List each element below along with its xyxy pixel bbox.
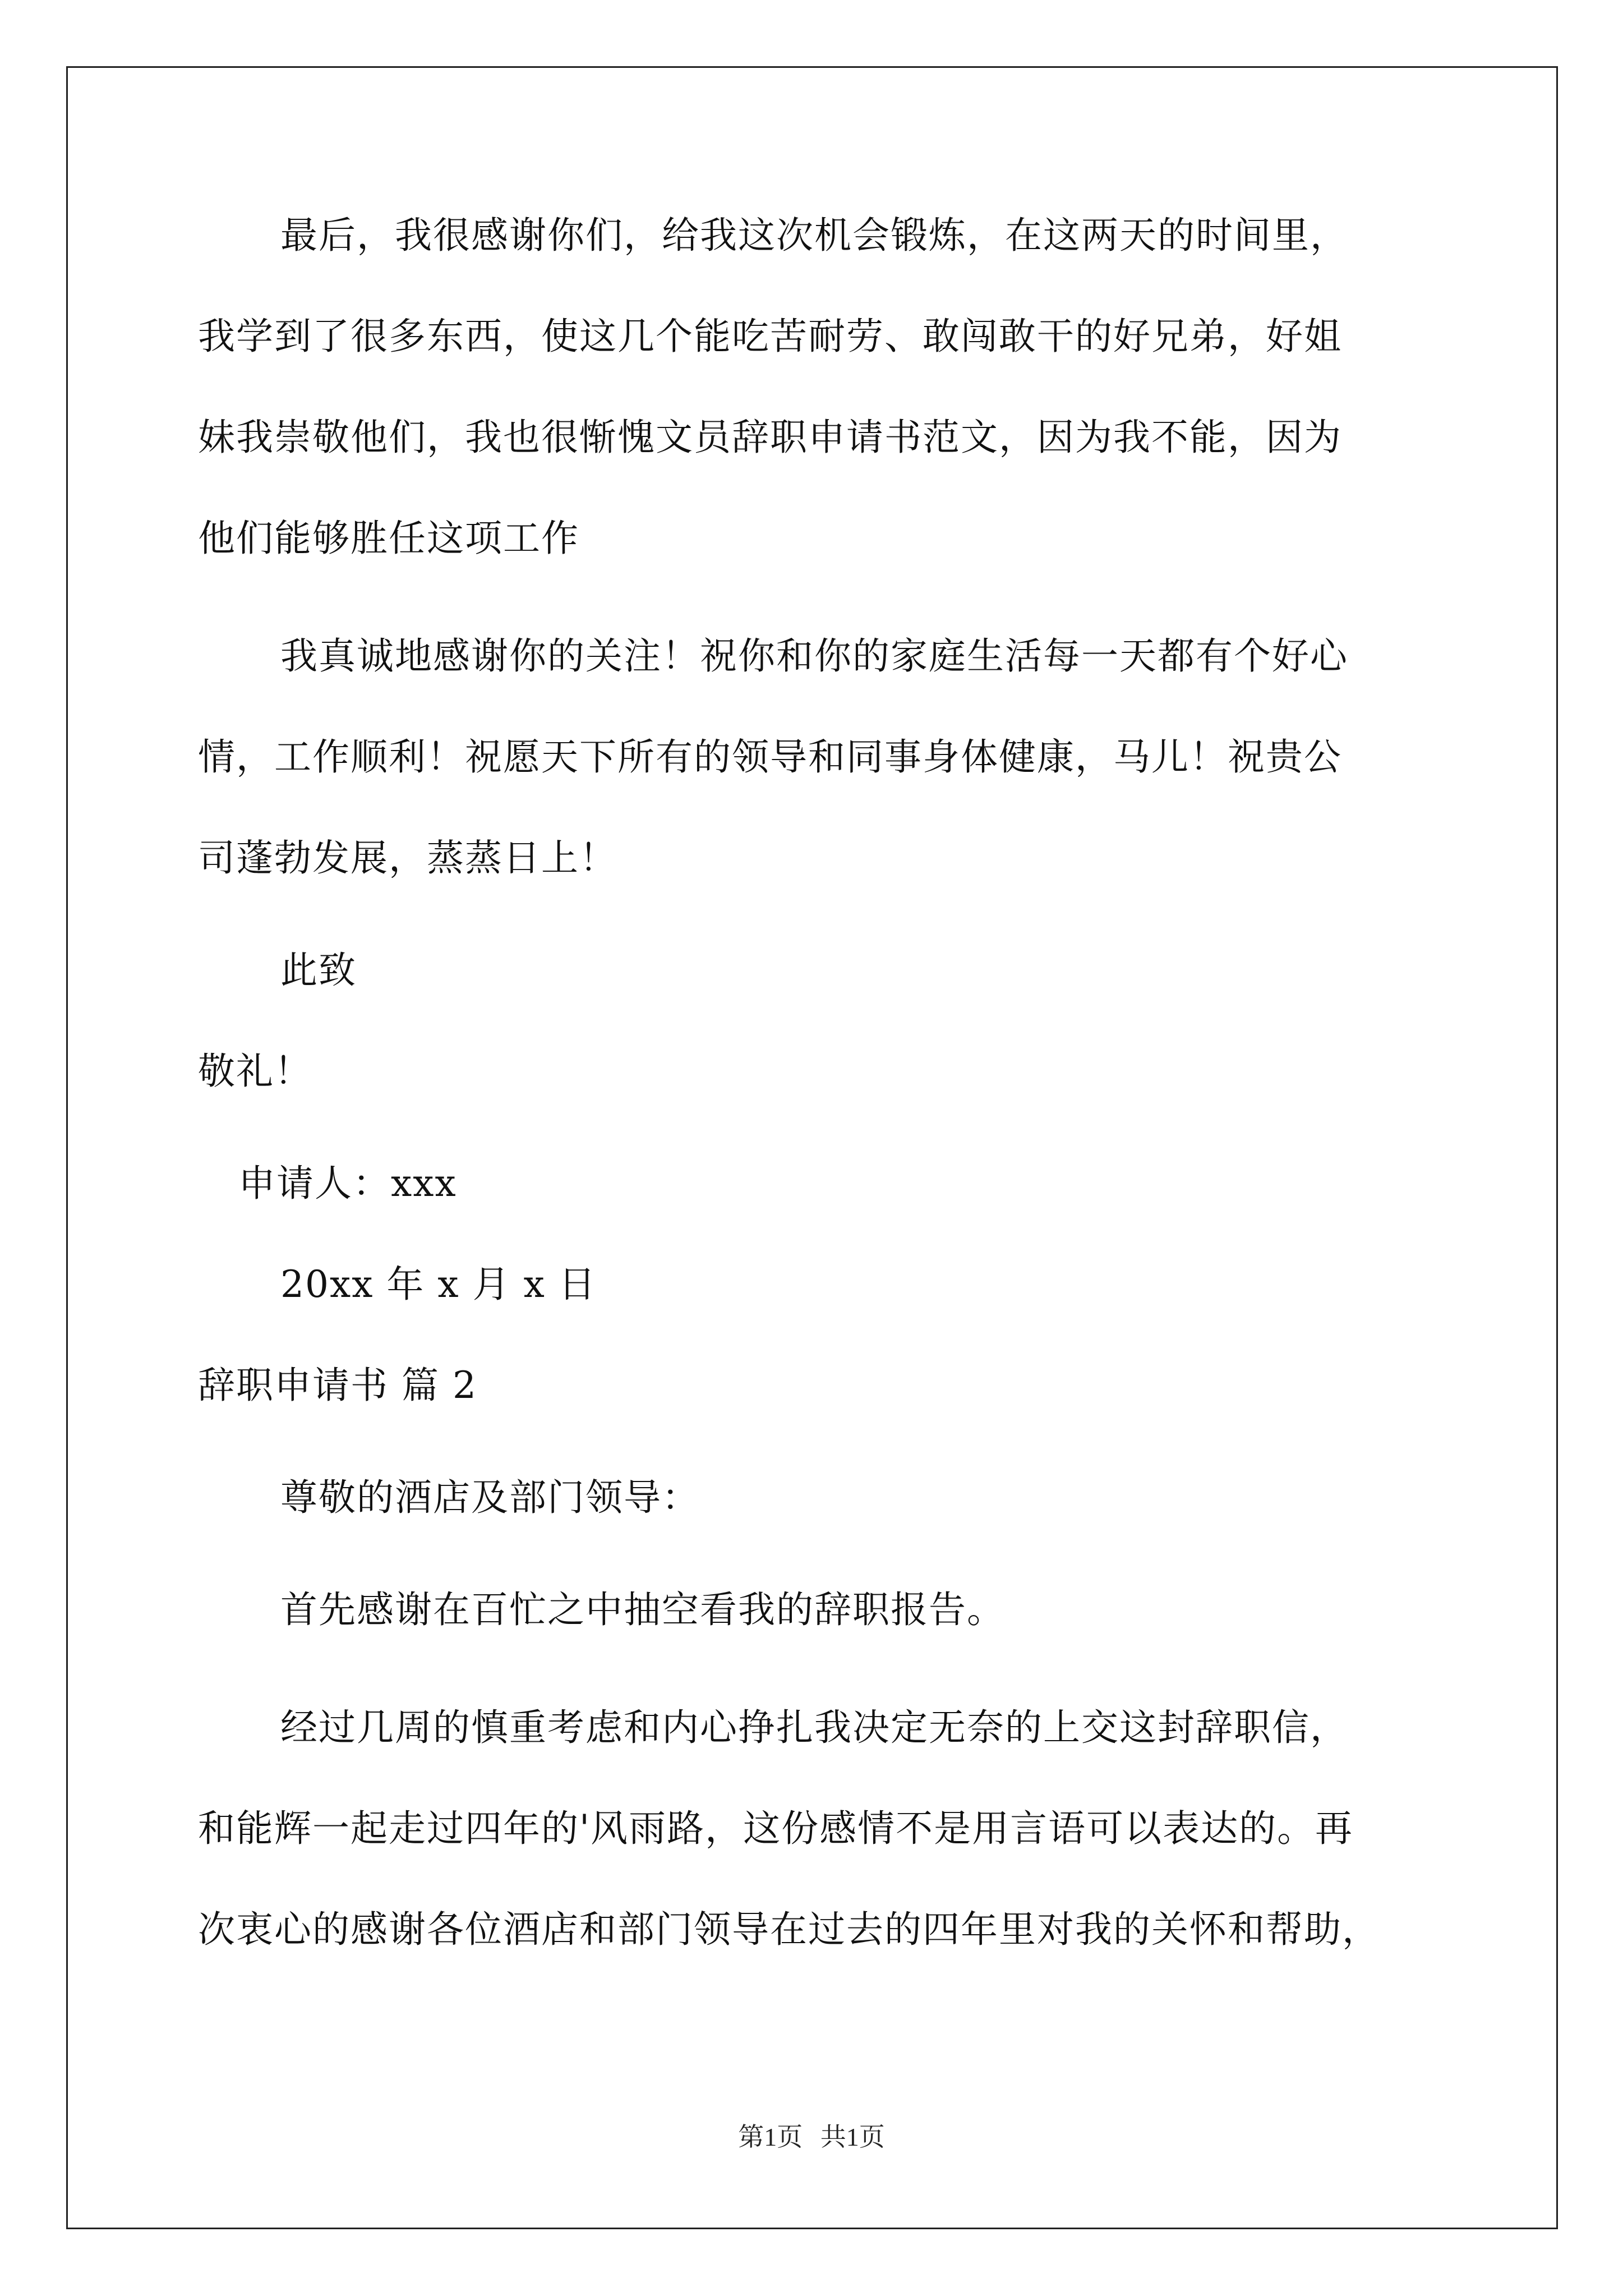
paragraph-line: 司蓬勃发展，蒸蒸日上！ bbox=[198, 836, 617, 880]
greeting-line: 尊敬的酒店及部门领导： bbox=[280, 1476, 700, 1519]
page-footer bbox=[0, 2120, 1623, 2154]
paragraph-line: 经过几周的慎重考虑和内心挣扎我决定无奈的上交这封辞职信， bbox=[280, 1706, 1348, 1749]
paragraph-line: 我学到了很多东西，使这几个能吃苦耐劳、敢闯敢干的好兄弟，好姐 bbox=[198, 315, 1342, 358]
page-current: 第1页 bbox=[738, 2123, 803, 2151]
paragraph-line: 妹我崇敬他们，我也很惭愧文员辞职申请书范文，因为我不能，因为 bbox=[198, 416, 1342, 459]
paragraph-line: 和能辉一起走过四年的'风雨路，这份感情不是用言语可以表达的。再 bbox=[198, 1807, 1354, 1850]
date-line: 20xx 年 x 月 x 日 bbox=[280, 1263, 597, 1306]
section-heading: 辞职申请书 篇 2 bbox=[198, 1364, 477, 1407]
closing-regards: 敬礼！ bbox=[198, 1050, 312, 1093]
applicant-line: 申请人：xxx bbox=[238, 1162, 457, 1205]
paragraph-line: 情，工作顺利！祝愿天下所有的领导和同事身体健康，马儿！祝贵公 bbox=[198, 735, 1342, 779]
closing-salutation: 此致 bbox=[280, 949, 357, 992]
paragraph-line: 首先感谢在百忙之中抽空看我的辞职报告。 bbox=[280, 1588, 1005, 1631]
paragraph-line: 最后，我很感谢你们，给我这次机会锻炼，在这两天的时间里， bbox=[280, 214, 1348, 257]
paragraph-line: 次衷心的感谢各位酒店和部门领导在过去的四年里对我的关怀和帮助， bbox=[198, 1908, 1380, 1951]
page-total: 共1页 bbox=[820, 2123, 885, 2151]
paragraph-line: 我真诚地感谢你的关注！祝你和你的家庭生活每一天都有个好心 bbox=[280, 634, 1348, 678]
paragraph-line: 他们能够胜任这项工作 bbox=[198, 517, 579, 560]
